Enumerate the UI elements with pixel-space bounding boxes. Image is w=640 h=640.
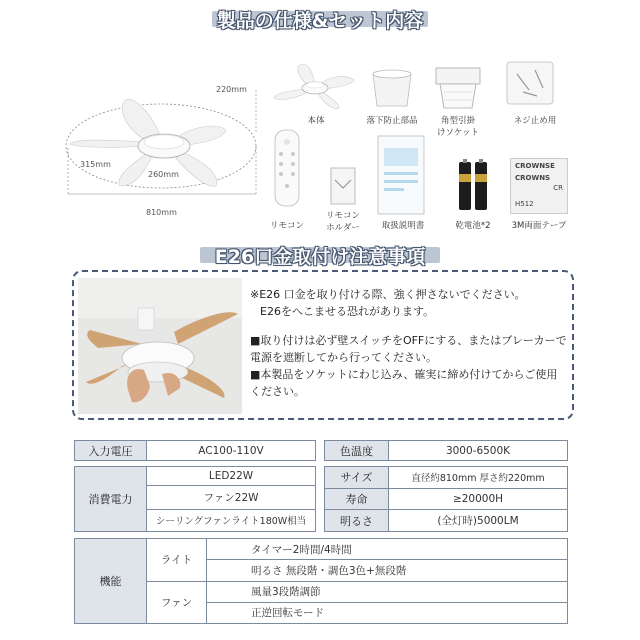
height-dimension: 220mm <box>216 85 247 94</box>
notice-banner <box>200 240 440 270</box>
power-label: 消費電力 <box>75 467 147 532</box>
spec-banner <box>212 4 428 34</box>
size-table <box>324 466 568 532</box>
notice-line-3: ■取り付けは必ず壁スイッチをOFFにする、またはブレーカーで電源を遮断してから行ってください。 <box>250 334 567 364</box>
fall-guard-image <box>367 68 417 110</box>
remote-holder-image <box>323 164 363 208</box>
color-temp-table <box>324 440 568 461</box>
function-fan-label: ファン <box>147 581 207 624</box>
notice-title: E26口金取付け注意事項 <box>214 245 426 268</box>
battery-image <box>455 158 491 212</box>
screws-image <box>505 60 555 106</box>
manual-image <box>376 134 426 216</box>
life-value: ≥20000H <box>389 488 568 510</box>
color-temp-value: 3000-6500K <box>389 441 568 461</box>
function-timer: タイマー2時間/4時間 <box>207 539 568 560</box>
item-socket-label: 角型引掛 けソケット <box>437 116 479 138</box>
item-body-label: 本体 <box>307 116 325 126</box>
tape-number: H512 <box>515 200 534 208</box>
brightness-value: (全灯時)5000LM <box>389 510 568 532</box>
diameter-dimension: 810mm <box>146 208 177 217</box>
item-manual-label: 取扱説明書 <box>381 221 425 231</box>
fan-body-image <box>268 62 360 110</box>
function-speed: 風量3段階調節 <box>207 581 568 602</box>
item-battery-label: 乾電池*2 <box>455 221 491 231</box>
voltage-value: AC100-110V <box>147 441 316 461</box>
item-screws-label: ネジ止め用 <box>513 116 557 126</box>
remote-image <box>272 128 302 208</box>
brightness-label: 明るさ <box>325 510 389 532</box>
size-value: 直径約810mm 厚さ約220mm <box>389 467 568 489</box>
voltage-label: 入力電圧 <box>75 441 147 461</box>
installation-photo <box>78 278 242 414</box>
power-table <box>74 466 316 532</box>
item-fall-guard-label: 落下防止部品 <box>366 116 418 126</box>
item-holder-label: リモコン ホルダー <box>325 211 360 233</box>
tape-code: CR <box>553 184 563 192</box>
function-dimming: 明るさ 無段階・調色3色+無段階 <box>207 560 568 581</box>
notice-text <box>250 286 568 400</box>
spec-title: 製品の仕様&セット内容 <box>216 9 424 32</box>
size-label: サイズ <box>325 467 389 489</box>
tape-brand: CROWNSE <box>515 162 555 170</box>
body-dimension: 260mm <box>148 170 179 179</box>
function-light-label: ライト <box>147 539 207 582</box>
fan-dimension-drawing <box>56 82 266 222</box>
function-reverse: 正逆回転モード <box>207 602 568 623</box>
tape-package <box>510 158 568 214</box>
socket-image <box>430 62 486 112</box>
function-table <box>74 538 568 624</box>
notice-line-2: E26をへこませる恐れがあります。 <box>260 305 435 318</box>
notice-line-1: ※E26 口金を取り付ける際、強く押さないでください。 <box>250 288 526 301</box>
power-fan: ファン22W <box>147 486 316 510</box>
tape-brand-2: CROWNS <box>515 174 551 182</box>
power-ceiling: シーリングファンライト180W相当 <box>147 509 316 531</box>
blade-dimension: 315mm <box>80 160 111 169</box>
color-temp-label: 色温度 <box>325 441 389 461</box>
life-label: 寿命 <box>325 488 389 510</box>
notice-line-4: ■本製品をソケットにわじ込み、確実に締め付けてからご使用ください。 <box>250 368 558 398</box>
item-remote-label: リモコン <box>269 221 304 231</box>
function-label: 機能 <box>75 539 147 624</box>
voltage-table <box>74 440 316 461</box>
item-tape-label: 3M両面テープ <box>511 221 567 231</box>
power-led: LED22W <box>147 467 316 486</box>
